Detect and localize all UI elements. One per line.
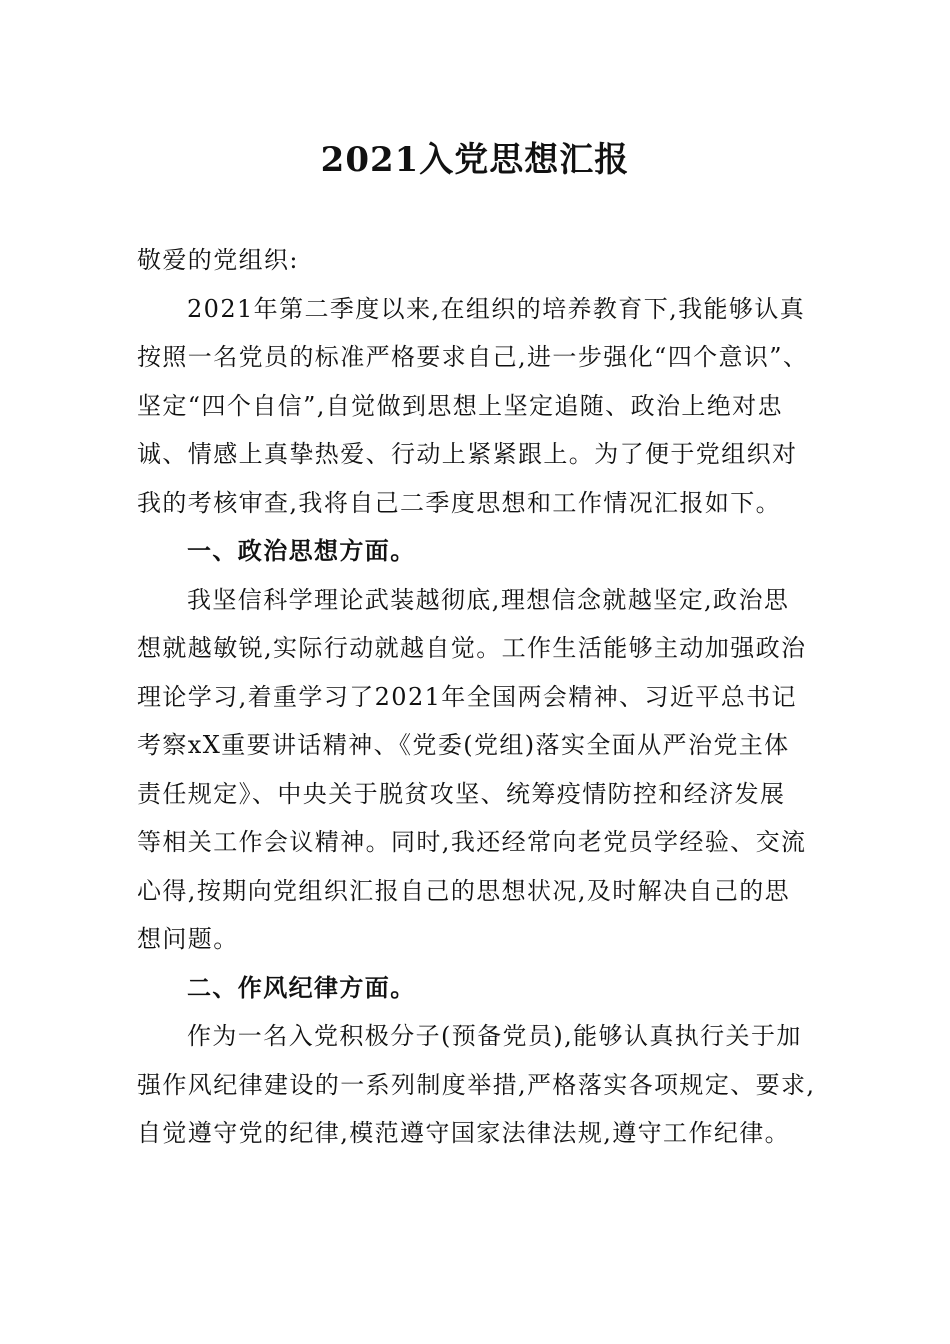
document-title: 2021入党思想汇报 [320, 140, 630, 180]
paragraph-line: 考察xX重要讲话精神、《党委(党组)落实全面从严治党主体 [137, 731, 790, 759]
section-heading: 一、政治思想方面。 [187, 536, 416, 565]
paragraph-line: 2021年第二季度以来,在组织的培养教育下,我能够认真 [187, 294, 806, 323]
paragraph-line: 自觉遵守党的纪律,模范遵守国家法律法规,遵守工作纪律。 [137, 1119, 791, 1147]
paragraph-line: 想就越敏锐,实际行动就越自觉。工作生活能够主动加强政治 [137, 634, 807, 662]
paragraph-line: 想问题。 [137, 925, 239, 953]
paragraph-line: 坚定“四个自信”,自觉做到思想上坚定追随、政治上绝对忠 [137, 391, 783, 420]
paragraph-line: 诚、情感上真挚热爱、行动上紧紧跟上。为了便于党组织对 [137, 440, 798, 468]
paragraph-line: 心得,按期向党组织汇报自己的思想状况,及时解决自己的思 [137, 876, 791, 905]
section-heading: 二、作风纪律方面。 [187, 972, 416, 1002]
paragraph-line: 强作风纪律建设的一系列制度举措,严格落实各项规定、要求, [137, 1070, 816, 1099]
paragraph-line: 等相关工作会议精神。同时,我还经常向老党员学经验、交流 [137, 828, 807, 856]
paragraph-line: 责任规定》、中央关于脱贫攻坚、统筹疫情防控和经济发展 [137, 779, 786, 808]
paragraph-line: 按照一名党员的标准严格要求自己,进一步强化“四个意识”、 [137, 343, 809, 371]
document-body [137, 236, 827, 1158]
paragraph-line: 我坚信科学理论武装越彻底,理想信念就越坚定,政治思 [187, 585, 790, 614]
paragraph-line: 作为一名入党积极分子(预备党员),能够认真执行关于加 [187, 1022, 802, 1050]
salutation: 敬爱的党组织: [137, 246, 299, 274]
paragraph-line: 我的考核审查,我将自己二季度思想和工作情况汇报如下。 [137, 488, 782, 517]
paragraph-line: 理论学习,着重学习了2021年全国两会精神、习近平总书记 [137, 682, 797, 711]
